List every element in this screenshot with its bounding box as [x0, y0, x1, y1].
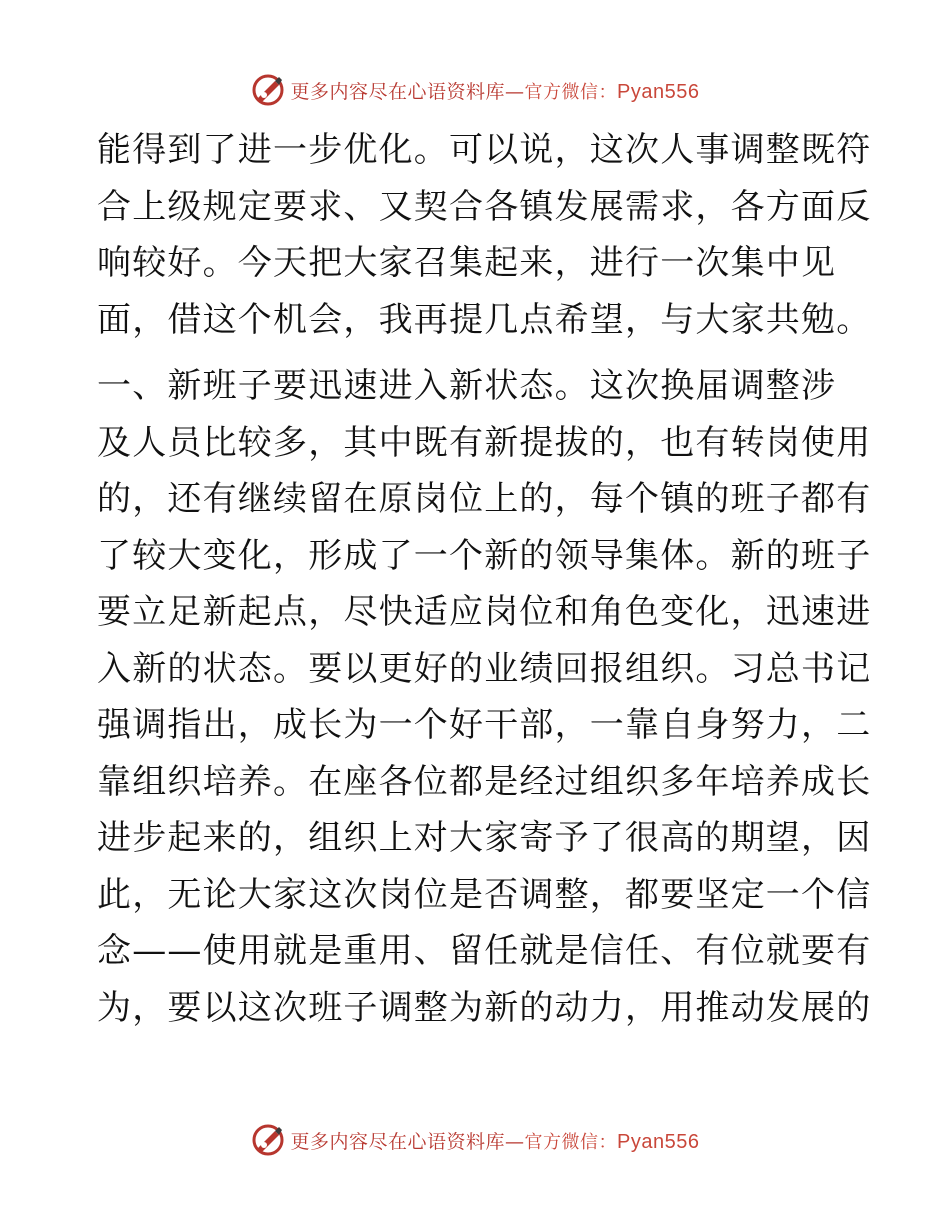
text-line: 为，要以这次班子调整为新的动力，用推动发展的 — [97, 987, 872, 1028]
banner-wechat-label: 官方微信： — [524, 81, 618, 103]
banner-wechat-id: Pyan556 — [617, 1130, 700, 1153]
text-line: 的，还有继续留在原岗位上的，每个镇的班子都有 — [97, 479, 872, 519]
document-body — [97, 122, 872, 1036]
text-line: 面，借这个机会，我再提几点希望，与大家共勉。 — [97, 299, 872, 340]
banner-separator: — — [505, 80, 525, 103]
banner-wechat-id: Pyan556 — [617, 80, 700, 103]
text-line: 靠组织培养。在座各位都是经过组织多年培养成长 — [97, 761, 872, 802]
pen-logo-icon — [251, 1123, 285, 1157]
banner-wechat-label: 官方微信： — [524, 1131, 618, 1153]
text-line: 要立足新起点，尽快适应岗位和角色变化，迅速进 — [97, 592, 872, 632]
banner-text: 更多内容尽在心语资料库 — [290, 1130, 506, 1153]
text-line: 及人员比较多，其中既有新提拔的，也有转岗使用 — [97, 422, 872, 463]
text-line: 了较大变化，形成了一个新的领导集体。新的班子 — [97, 535, 872, 576]
header-banner — [0, 70, 950, 110]
pen-logo-icon — [251, 73, 285, 107]
text-line: 此，无论大家这次岗位是否调整，都要坚定一个信 — [97, 874, 872, 915]
paragraph — [97, 358, 872, 1036]
text-line: 合上级规定要求、又契合各镇发展需求，各方面反 — [97, 186, 872, 227]
text-line: 强调指出，成长为一个好干部，一靠自身努力，二 — [97, 705, 872, 745]
banner-text: 更多内容尽在心语资料库 — [290, 80, 506, 103]
text-line: 入新的状态。要以更好的业绩回报组织。习总书记 — [97, 648, 872, 689]
banner-separator: — — [505, 1130, 525, 1153]
text-line: 响较好。今天把大家召集起来，进行一次集中见 — [97, 243, 837, 283]
footer-banner — [0, 1120, 950, 1160]
text-line: 能得到了进一步优化。可以说，这次人事调整既符 — [97, 130, 872, 170]
paragraph — [97, 122, 872, 348]
text-line: 进步起来的，组织上对大家寄予了很高的期望，因 — [97, 818, 872, 858]
text-line: 一、新班子要迅速进入新状态。这次换届调整涉 — [97, 366, 837, 406]
text-line: 念——使用就是重用、留任就是信任、有位就要有 — [97, 931, 872, 971]
